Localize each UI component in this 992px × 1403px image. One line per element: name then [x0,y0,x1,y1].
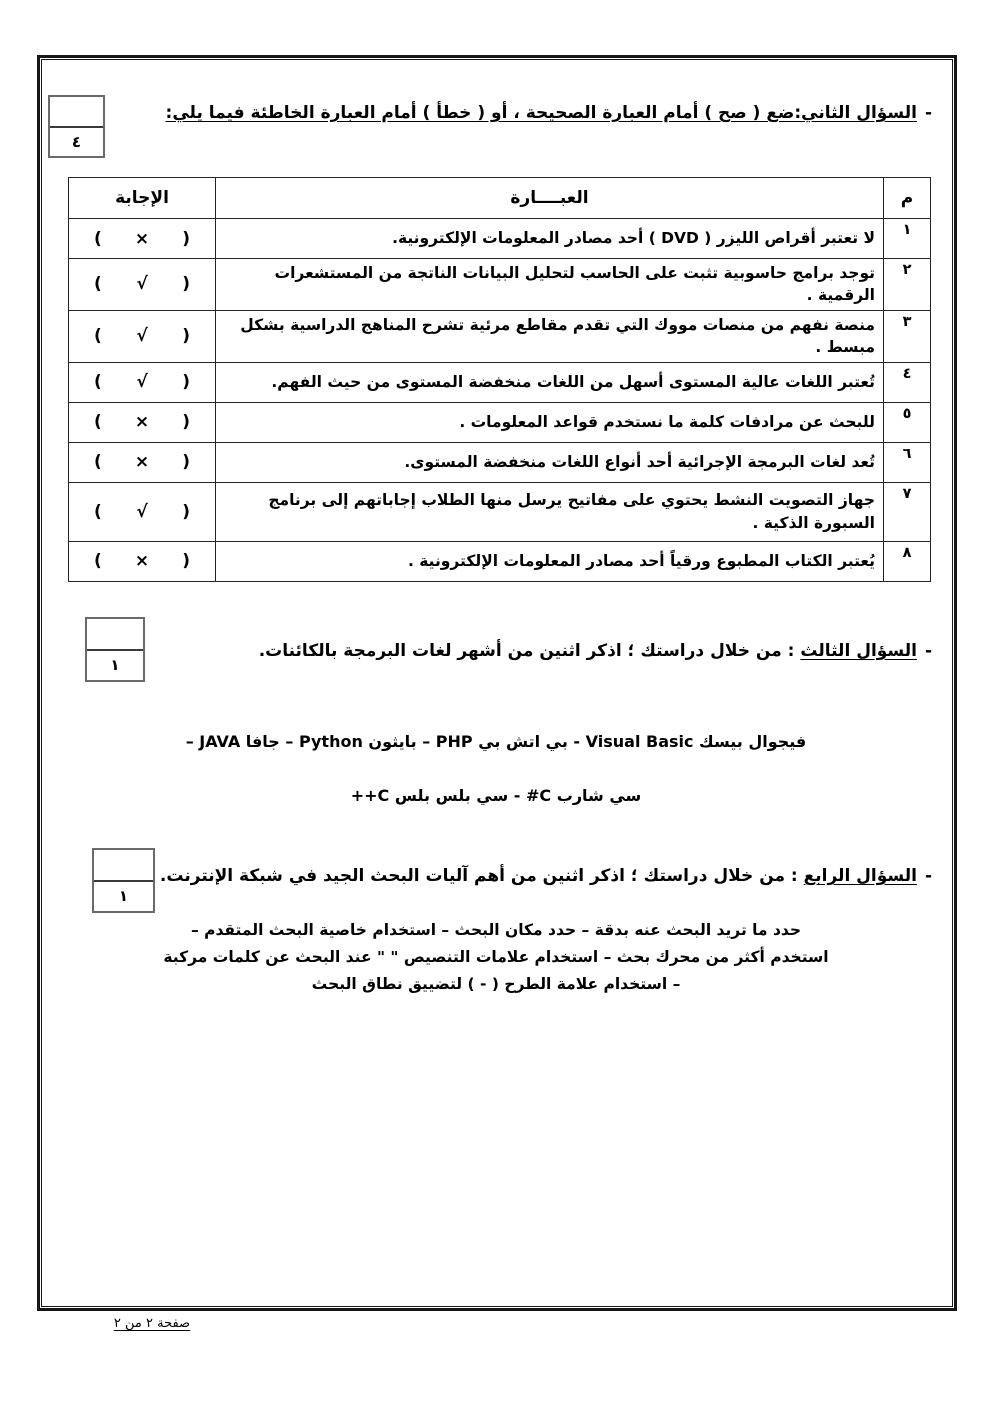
q2-score-value: ٤ [71,132,82,151]
row-statement: جهاز التصويت النشط يحتوي على مفاتيح يرسل منها الطلاب إجاباتهم إلى برنامج السبورة الذكية . [216,482,884,541]
row-number: ٣ [884,310,931,362]
q4-score-box [92,848,155,913]
page-number: صفحة ٢ من ٢ [113,1316,191,1331]
paren-open: ( [94,551,102,572]
row-answer [69,310,216,362]
table-row [69,259,931,311]
q3-title-text: : من خلال دراستك ؛ اذكر اثنين من أشهر لغات البرمجة بالكائنات. [258,641,801,661]
q2-title [166,103,932,123]
q3-title-label: السؤال الثالث [800,641,917,661]
paren-open: ( [94,326,102,347]
paren-close: ) [182,372,190,393]
row-number: ٢ [884,259,931,311]
row-statement: تُعتبر اللغات عالية المستوى أسهل من اللغات منخفضة المستوى من حيث الفهم. [216,362,884,402]
q2-score-empty-cell [50,97,103,128]
q2-statements-table [68,177,931,582]
q4-score-empty-cell [94,850,153,882]
answer-mark: × [134,452,150,473]
q4-title [160,866,932,886]
q4-answer-line-2: استخدم أكثر من محرك بحث – استخدام علامات التنصيص " " عند البحث عن كلمات مركبة [163,948,829,966]
paren-close: ) [182,551,190,572]
row-number: ٤ [884,362,931,402]
answer-mark: × [134,412,150,433]
row-answer [69,482,216,541]
q4-title-label: السؤال الرابع [803,866,917,886]
q2-title-text: السؤال الثاني:ضع ( صح ) أمام العبارة الصحيحة ، أو ( خطأ ) أمام العبارة الخاطئة فيما يلي: [165,103,917,123]
row-number: ٨ [884,541,931,581]
row-number: ٥ [884,402,931,442]
paren-open: ( [94,501,102,522]
answer-mark: √ [136,501,148,522]
paren-open: ( [94,412,102,433]
paren-close: ) [182,326,190,347]
row-statement: لا تعتبر أقراص الليزر ( DVD ) أحد مصادر المعلومات الإلكترونية. [216,219,884,259]
table-row [69,482,931,541]
answer-mark: × [134,551,150,572]
q2-dash: - [924,103,932,123]
table-row [69,219,931,259]
answer-mark: √ [136,326,148,347]
row-statement: توجد برامج حاسوبية تثبت على الحاسب لتحليل البيانات الناتجة من المستشعرات الرقمية . [216,259,884,311]
q3-answer-line-1: فيجوال بيسك Visual Basic - بي اتش بي PHP – بايثون Python – جافا JAVA – [185,732,807,751]
row-number: ١ [884,219,931,259]
table-row [69,402,931,442]
row-statement: يُعتبر الكتاب المطبوع ورقياً أحد مصادر المعلومات الإلكترونية . [216,541,884,581]
q3-answer-line-2: سي شارب C# - سي بلس بلس C++ [350,786,642,805]
row-number: ٧ [884,482,931,541]
paren-close: ) [182,228,190,249]
paren-close: ) [182,412,190,433]
paren-open: ( [94,372,102,393]
row-statement: تُعد لغات البرمجة الإجرائية أحد أنواع اللغات منخفضة المستوى. [216,442,884,482]
q4-score-value: ١ [118,887,129,906]
row-answer [69,541,216,581]
table-row [69,442,931,482]
paren-close: ) [182,501,190,522]
table-header-row [69,178,931,219]
answer-mark: √ [136,372,148,393]
paren-close: ) [182,274,190,295]
q3-score-empty-cell [87,619,143,651]
table-row [69,362,931,402]
row-answer [69,259,216,311]
row-answer [69,402,216,442]
paren-open: ( [94,228,102,249]
q4-dash: - [924,866,932,886]
q3-score-value: ١ [110,656,120,675]
q3-score-box [85,617,145,682]
paren-open: ( [94,274,102,295]
row-statement: للبحث عن مرادفات كلمة ما نستخدم قواعد المعلومات . [216,402,884,442]
q3-title [259,641,932,661]
row-answer [69,362,216,402]
row-answer [69,219,216,259]
paren-open: ( [94,452,102,473]
q2-score-box [48,95,105,158]
q4-answer-line-1: حدد ما تريد البحث عنه بدقة – حدد مكان البحث – استخدام خاصية البحث المتقدم – [190,921,802,939]
row-number: ٦ [884,442,931,482]
header-num: م [884,178,931,219]
q4-title-text: : من خلال دراستك ؛ اذكر اثنين من أهم آليات البحث الجيد في شبكة الإنترنت. [159,866,804,886]
answer-mark: √ [136,274,148,295]
paren-close: ) [182,452,190,473]
header-statement: العبــــارة [216,178,884,219]
q4-answer-line-3: – استخدام علامة الطرح ( - ) لتضييق نطاق البحث [311,975,681,993]
q3-dash: - [924,641,932,661]
table-row [69,310,931,362]
row-answer [69,442,216,482]
answer-mark: × [134,228,150,249]
header-answer: الإجابة [69,178,216,219]
row-statement: منصة نفهم من منصات مووك التي تقدم مقاطع مرئية تشرح المناهج الدراسية بشكل مبسط . [216,310,884,362]
table-row [69,541,931,581]
